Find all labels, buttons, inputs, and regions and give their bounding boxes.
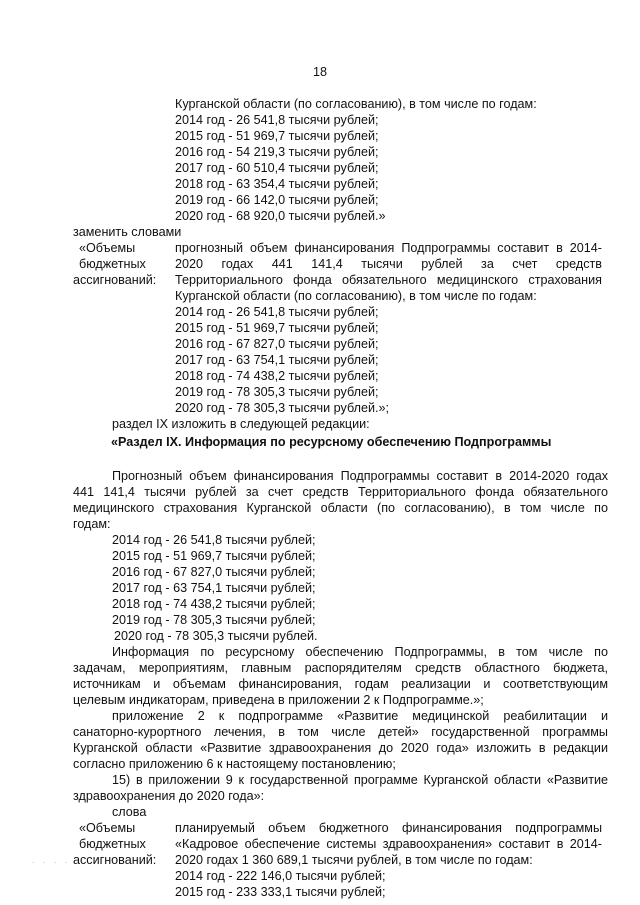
block3-label-line: бюджетных xyxy=(79,837,146,851)
block2-label-line: бюджетных xyxy=(79,257,146,271)
block2-text-line: Территориального фонда обязательного медицинского страхования xyxy=(175,273,602,287)
section9-year-line: 2020 год - 78 305,3 тысячи рублей. xyxy=(114,629,318,643)
section9-paragraph-line: медицинского страхования Курганской области (по согласованию), в том числе по xyxy=(73,501,608,515)
block2-year-line: 2016 год - 67 827,0 тысячи рублей; xyxy=(175,337,379,351)
section9-intro: раздел IX изложить в следующей редакции: xyxy=(112,417,370,431)
block3-year-line: 2014 год - 222 146,0 тысячи рублей; xyxy=(175,869,386,883)
section9-paragraph-line: 441 141,4 тысячи рублей за счет средств Территориального фонда обязательного xyxy=(73,485,608,499)
block2-year-line: 2019 год - 78 305,3 тысячи рублей; xyxy=(175,385,379,399)
block1-year-line: 2018 год - 63 354,4 тысячи рублей; xyxy=(175,177,379,191)
section9-info-line: Информация по ресурсному обеспечению Подпрограммы, в том числе по xyxy=(112,645,608,659)
block2-year-line: 2020 год - 78 305,3 тысячи рублей.»; xyxy=(175,401,389,415)
section9-heading: «Раздел IX. Информация по ресурсному обеспечению Подпрограммы xyxy=(111,435,552,449)
appendix2-line: приложение 2 к подпрограмме «Развитие медицинской реабилитации и xyxy=(112,709,608,723)
block2-label-line: ассигнований: xyxy=(73,273,157,287)
block2-year-line: 2018 год - 74 438,2 тысячи рублей; xyxy=(175,369,379,383)
section9-year-line: 2014 год - 26 541,8 тысячи рублей; xyxy=(112,533,316,547)
block3-text-line: планируемый объем бюджетного финансирования подпрограммы xyxy=(175,821,602,835)
appendix2-line: санаторно-курортного лечения, в том числе детей» государственной программы xyxy=(73,725,608,739)
block1-year-line: 2017 год - 60 510,4 тысячи рублей; xyxy=(175,161,379,175)
block2-label-line: «Объемы xyxy=(79,241,136,255)
block1-year-line: 2019 год - 66 142,0 тысячи рублей; xyxy=(175,193,379,207)
block3-text-line: «Кадровое обеспечение системы здравоохранения» составит в 2014- xyxy=(175,837,602,851)
block2-year-line: 2015 год - 51 969,7 тысячи рублей; xyxy=(175,321,379,335)
block1-year-line: 2014 год - 26 541,8 тысячи рублей; xyxy=(175,113,379,127)
section9-info-line: целевым индикаторам, приведена в приложении 2 к Подпрограмме.»; xyxy=(73,693,484,707)
block3-label-line: «Объемы xyxy=(79,821,136,835)
section9-info-line: источникам и объемам финансирования, годам реализации и соответствующим xyxy=(73,677,608,691)
block3-text-line: 2020 годах 1 360 689,1 тысячи рублей, в том числе по годам: xyxy=(175,853,533,867)
section9-paragraph-line: годам: xyxy=(73,517,111,531)
words-label: слова xyxy=(112,805,147,819)
appendix2-line: согласно приложению 6 к настоящему постановлению; xyxy=(73,757,396,771)
block3-label-line: ассигнований: xyxy=(73,853,157,867)
section9-year-line: 2019 год - 78 305,3 тысячи рублей; xyxy=(112,613,316,627)
section9-year-line: 2018 год - 74 438,2 тысячи рублей; xyxy=(112,597,316,611)
page-number: 18 xyxy=(313,65,328,79)
block1-year-line: 2015 год - 51 969,7 тысячи рублей; xyxy=(175,129,379,143)
block2-year-line: 2014 год - 26 541,8 тысячи рублей; xyxy=(175,305,379,319)
section9-info-line: задачам, мероприятиям, главным распорядителям средств областного бюджета, xyxy=(73,661,608,675)
appendix2-line: Курганской области «Развитие здравоохранения до 2020 года» изложить в редакции xyxy=(73,741,608,755)
scan-speckle-marks: . . . . . xyxy=(32,855,82,865)
block3-year-line: 2015 год - 233 333,1 тысячи рублей; xyxy=(175,885,386,899)
item15-line: здравоохранения до 2020 года»: xyxy=(73,789,265,803)
block2-text-line: прогнозный объем финансирования Подпрограммы составит в 2014- xyxy=(175,241,602,255)
section9-year-line: 2016 год - 67 827,0 тысячи рублей; xyxy=(112,565,316,579)
item15-line: 15) в приложении 9 к государственной программе Курганской области «Развитие xyxy=(112,773,608,787)
block2-year-line: 2017 год - 63 754,1 тысячи рублей; xyxy=(175,353,379,367)
section9-year-line: 2015 год - 51 969,7 тысячи рублей; xyxy=(112,549,316,563)
section9-paragraph-line: Прогнозный объем финансирования Подпрограммы составит в 2014-2020 годах xyxy=(112,469,608,483)
block1-year-line: 2020 год - 68 920,0 тысячи рублей.» xyxy=(175,209,386,223)
block1-intro: Курганской области (по согласованию), в том числе по годам: xyxy=(175,97,537,111)
block1-year-line: 2016 год - 54 219,3 тысячи рублей; xyxy=(175,145,379,159)
block2-text-line: 2020 годах 441 141,4 тысячи рублей за счет средств xyxy=(175,257,602,271)
block2-text-line: Курганской области (по согласованию), в том числе по годам: xyxy=(175,289,537,303)
replace-words-label: заменить словами xyxy=(73,225,182,239)
section9-year-line: 2017 год - 63 754,1 тысячи рублей; xyxy=(112,581,316,595)
